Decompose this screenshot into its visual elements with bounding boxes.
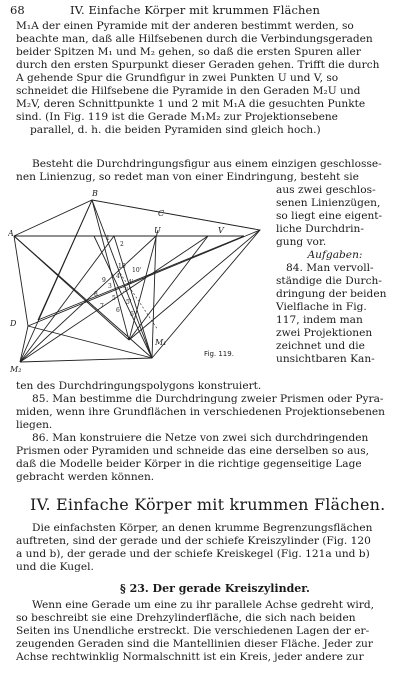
figure-caption: Fig. 119. xyxy=(204,350,234,358)
text-line: Seiten ins Unendliche erstreckt. Die verschiedenen Lagen der er- xyxy=(16,625,370,637)
text-line: Achse rechtwinklig Normalschnitt ist ein Kreis, jeder andere zur xyxy=(16,651,364,663)
label-U: U xyxy=(154,226,161,235)
label-4: 4 xyxy=(116,273,120,280)
paragraph-section-intro xyxy=(16,522,390,574)
text-line: zwei Projektionen xyxy=(276,327,373,339)
label-D: D xyxy=(10,319,17,328)
label-3: 3 xyxy=(108,283,112,290)
label-8: 8 xyxy=(94,291,98,298)
text-line: beider Spitzen M₁ und M₂ gehen, so daß die ersten Spuren aller xyxy=(16,46,361,58)
text-line: liche Durchdrin- xyxy=(276,223,364,235)
label-5: 5 xyxy=(112,295,116,302)
text-line: M₁A der einen Pyramide mit der anderen bestimmt werden, so xyxy=(16,20,354,32)
subsection-title xyxy=(120,582,310,596)
task-85: 85. Man bestimme die Durchdringung zweier Prismen oder Pyra- xyxy=(32,393,384,405)
label-6: 6 xyxy=(116,307,120,314)
label-10p: 10' xyxy=(132,267,142,274)
paragraph-intro xyxy=(16,20,390,137)
text-line: parallel, d. h. die beiden Pyramiden sind gleich hoch.) xyxy=(30,124,321,136)
text-line: auftreten, sind der gerade und der schiefe Kreiszylinder (Fig. 120 xyxy=(16,535,371,547)
text-line: Vielflache in Fig. xyxy=(276,301,367,313)
text-line: senen Linienzügen, xyxy=(276,197,381,209)
subsection-title-text: § 23. Der gerade Kreiszylinder. xyxy=(120,582,310,595)
text-line: liegen. xyxy=(16,419,53,431)
text-line: so beschreibt sie eine Drehzylinderfläche, die sich nach beiden xyxy=(16,612,356,624)
label-5p: 5' xyxy=(126,299,132,306)
label-7: 7 xyxy=(100,303,104,310)
text-line: schneidet die Hilfsebene die Pyramide in den Geraden M₂U und xyxy=(16,85,361,97)
text-line: unsichtbaren Kan- xyxy=(276,353,375,365)
text-line: durch den ersten Spurpunkt dieser Geraden gehen. Trifft die durch xyxy=(16,59,380,71)
label-A: A xyxy=(8,229,14,238)
text-line: Prismen oder Pyramiden und schneide das eine derselben so aus, xyxy=(16,445,370,457)
text-line: aus zwei geschlos- xyxy=(276,184,376,196)
text-line: beachte man, daß alle Hilfsebenen durch die Verbindungsgeraden xyxy=(16,33,373,45)
label-3p: 3' xyxy=(123,287,129,294)
section-title: IV. Einfache Körper mit krummen Flächen. xyxy=(30,495,386,514)
text-line: so liegt eine eigent- xyxy=(276,210,383,222)
label-1: 1 xyxy=(106,235,110,242)
text-line: ten des Durchdringungspolygons konstruiert. xyxy=(16,380,262,392)
label-2: 2 xyxy=(120,241,124,248)
text-line: nen Linienzug, so redet man von einer Eindringung, besteht sie xyxy=(16,171,359,183)
text-line: miden, wenn ihre Grundflächen in verschiedenen Projektionsebenen xyxy=(16,406,385,418)
paragraph-kreiszylinder xyxy=(16,599,390,664)
running-title: IV. Einfache Körper mit krummen Flächen xyxy=(70,3,320,17)
label-M2: M₂ xyxy=(10,365,22,374)
text-line: Die einfachsten Körper, an denen krumme Begrenzungsflächen xyxy=(32,522,373,534)
text-line: zeichnet und die xyxy=(276,340,365,352)
label-9: 9 xyxy=(102,277,106,284)
paragraph-tasks xyxy=(16,380,390,484)
running-header xyxy=(10,2,392,18)
text-line: und die Kugel. xyxy=(16,561,94,573)
text-line: ständige die Durch- xyxy=(276,275,382,287)
label-B: B xyxy=(92,189,98,198)
text-line: gung vor. xyxy=(276,236,327,248)
text-line: dringung der beiden xyxy=(276,288,387,300)
aufgaben-heading: Aufgaben: xyxy=(307,249,363,261)
text-line: 117, indem man xyxy=(276,314,363,326)
text-line: M₂V, deren Schnittpunkte 1 und 2 mit M₁A die gesuchten Punkte xyxy=(16,98,366,110)
label-6p: 6' xyxy=(130,311,136,318)
task-86: 86. Man konstruiere die Netze von zwei sich durchdringenden xyxy=(32,432,369,444)
label-M1: M₁ xyxy=(155,338,167,347)
label-10: 10 xyxy=(118,263,126,270)
text-line: A gehende Spur die Grundfigur in zwei Punkten U und V, so xyxy=(16,72,339,84)
text-line: 84. Man vervoll- xyxy=(286,262,374,274)
text-line: daß die Modelle beider Körper in die richtige gegenseitige Lage xyxy=(16,458,362,470)
figure-119 xyxy=(8,180,274,378)
side-text xyxy=(276,184,394,366)
label-4p: 4' xyxy=(128,279,134,286)
text-line: gebracht werden können. xyxy=(16,471,155,483)
label-C: C xyxy=(158,209,165,218)
page-number: 68 xyxy=(10,3,25,17)
text-line: zeugenden Geraden sind die Mantellinien dieser Fläche. Jeder zur xyxy=(16,638,373,650)
text-line: sind. (In Fig. 119 ist die Gerade M₁M₂ zur Projektionsebene xyxy=(16,111,338,123)
text-line: a und b), der gerade und der schiefe Kreiskegel (Fig. 121a und b) xyxy=(16,548,370,560)
text-line: Wenn eine Gerade um eine zu ihr parallele Achse gedreht wird, xyxy=(32,599,375,611)
text-line: Besteht die Durchdringungsfigur aus einem einzigen geschlosse- xyxy=(32,158,382,170)
label-V: V xyxy=(218,226,224,235)
